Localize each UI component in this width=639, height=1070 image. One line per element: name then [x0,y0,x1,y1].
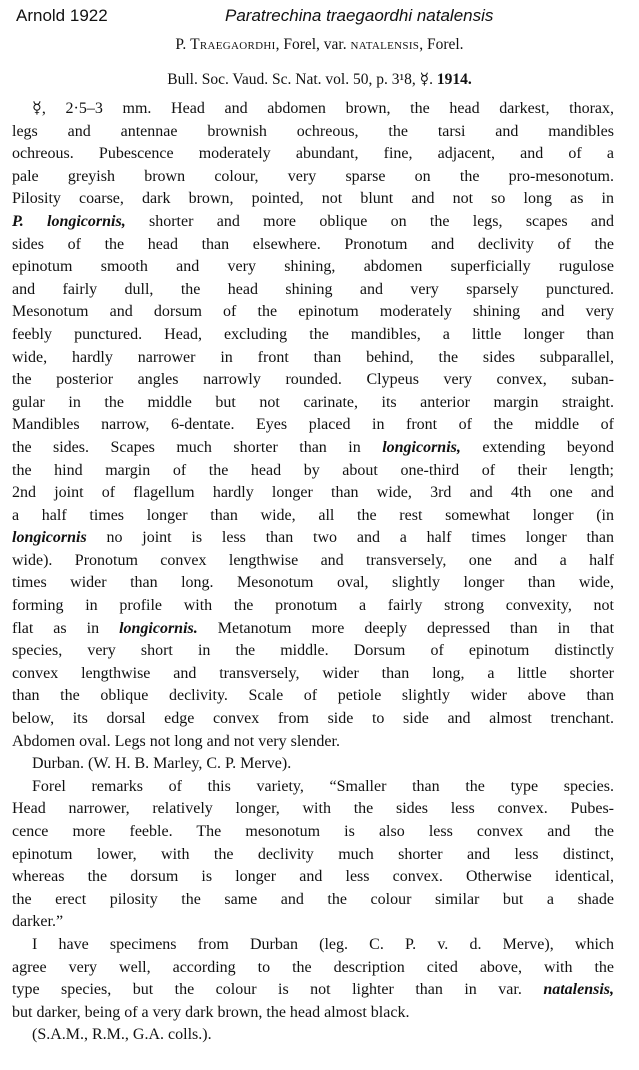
text-line: Head narrower, relatively longer, with the sides less convex. Pubes- [12,800,614,818]
text-line: and fairly dull, the head shining and very sparsely punctured. [12,280,614,298]
text-line: but darker, being of a very dark brown, the head almost black. [12,1003,410,1021]
text-line: forming in profile with the pronotum a fairly strong convexity, not [12,597,614,615]
citation [0,70,639,89]
text-line: 2nd joint of flagellum hardly longer than wide, 3rd and 4th one and [12,484,614,502]
text-line: Forel remarks of this variety, “Smaller than the type species. [32,777,614,795]
text-line: the erect pilosity the same and the colour similar but a shade [12,890,614,908]
title-sep: , Forel, var. [275,36,347,53]
text-line: longicornis no joint is less than two and a half times longer than [12,529,614,547]
species-ref: longicornis. [119,619,198,637]
text-line: feebly punctured. Head, excluding the mandibles, a little longer than [12,325,614,343]
text-line: wide, hardly narrower in front than behind, the sides subparallel, [12,348,614,366]
citation-text: Bull. Soc. Vaud. Sc. Nat. vol. 50, p. 3¹8, ☿. [167,71,437,88]
title-species: Traegaordhi [190,36,276,53]
text-line: below, its dorsal edge convex from side to side and almost trenchant. [12,710,614,728]
species-ref: longicornis, [382,438,461,456]
text-line: whereas the dorsum is longer and less convex. Otherwise identical, [12,868,614,886]
title-genus: P. [175,36,187,53]
text-line: Mandibles narrow, 6-dentate. Eyes placed in front of the middle of [12,416,614,434]
text-line: a half times longer than wide, all the rest somewhat longer (in [12,506,614,524]
collections-line: (S.A.M., R.M., G.A. colls.). [32,1026,212,1044]
taxon-name: Paratrechina traegaordhi natalensis [225,6,494,25]
text-line: wide). Pronotum convex lengthwise and transversely, one and a half [12,551,614,569]
text-line: ochreous. Pubescence moderately abundant, fine, adjacent, and of a [12,145,614,163]
author-year: Arnold 1922 [16,6,108,25]
text-line: I have specimens from Durban (leg. C. P. v. d. Merve), which [32,935,614,953]
text-line: sides of the head than elsewhere. Pronotum and declivity of the [12,235,614,253]
text-line: gular in the middle but not carinate, its anterior margin straight. [12,393,614,411]
text-line: the sides. Scapes much shorter than in longicornis, extending beyond [12,438,614,456]
text-line: the posterior angles narrowly rounded. Clypeus very convex, suban- [12,371,614,389]
title-tail: , Forel. [419,36,464,53]
text-line: darker.” [12,913,64,931]
text-line: legs and antennae brownish ochreous, the tarsi and mandibles [12,122,614,140]
species-ref: natalensis, [543,981,614,999]
text-line: Pilosity coarse, dark brown, pointed, not blunt and not so long as in [12,190,614,208]
text-line: Mesonotum and dorsum of the epinotum moderately shining and very [12,303,614,321]
text-line: convex lengthwise and transversely, wider than long, a little shorter [12,664,614,682]
text-line: flat as in longicornis. Metanotum more deeply depressed than in that [12,619,614,637]
text-line: species, very short in the middle. Dorsum of epinotum distinctly [12,642,614,660]
text-line: epinotum lower, with the declivity much shorter and less distinct, [12,845,614,863]
text-line: ☿, 2·5–3 mm. Head and abdomen brown, the head darkest, thorax, [32,100,614,117]
description-body [12,98,614,1047]
page-header [16,6,629,32]
text-line: agree very well, according to the description cited above, with the [12,958,614,976]
text-line: epinotum smooth and very shining, abdomen superficially rugulose [12,258,614,276]
title-variety: natalensis [350,36,420,53]
citation-year: 1914. [436,71,472,88]
text-line: Abdomen oval. Legs not long and not very slender. [12,732,340,750]
species-ref: P. longicornis, [12,212,126,230]
text-line: the hind margin of the head by about one-third of their length; [12,461,614,479]
locality-line: Durban. (W. H. B. Marley, C. P. Merve). [32,755,292,773]
species-ref: longicornis [12,529,87,547]
text-line: type species, but the colour is not lighter than in var. natalensis, [12,981,614,999]
text-line: than the oblique declivity. Scale of petiole slightly wider above than [12,687,614,705]
text-line: P. longicornis, shorter and more oblique on the legs, scapes and [12,212,614,230]
text-line: cence more feeble. The mesonotum is also less convex and the [12,823,614,840]
text-line: times wider than long. Mesonotum oval, slightly longer than wide, [12,574,614,592]
text-line: pale greyish brown colour, very sparse on the pro-mesonotum. [12,167,614,185]
species-title [0,36,639,54]
